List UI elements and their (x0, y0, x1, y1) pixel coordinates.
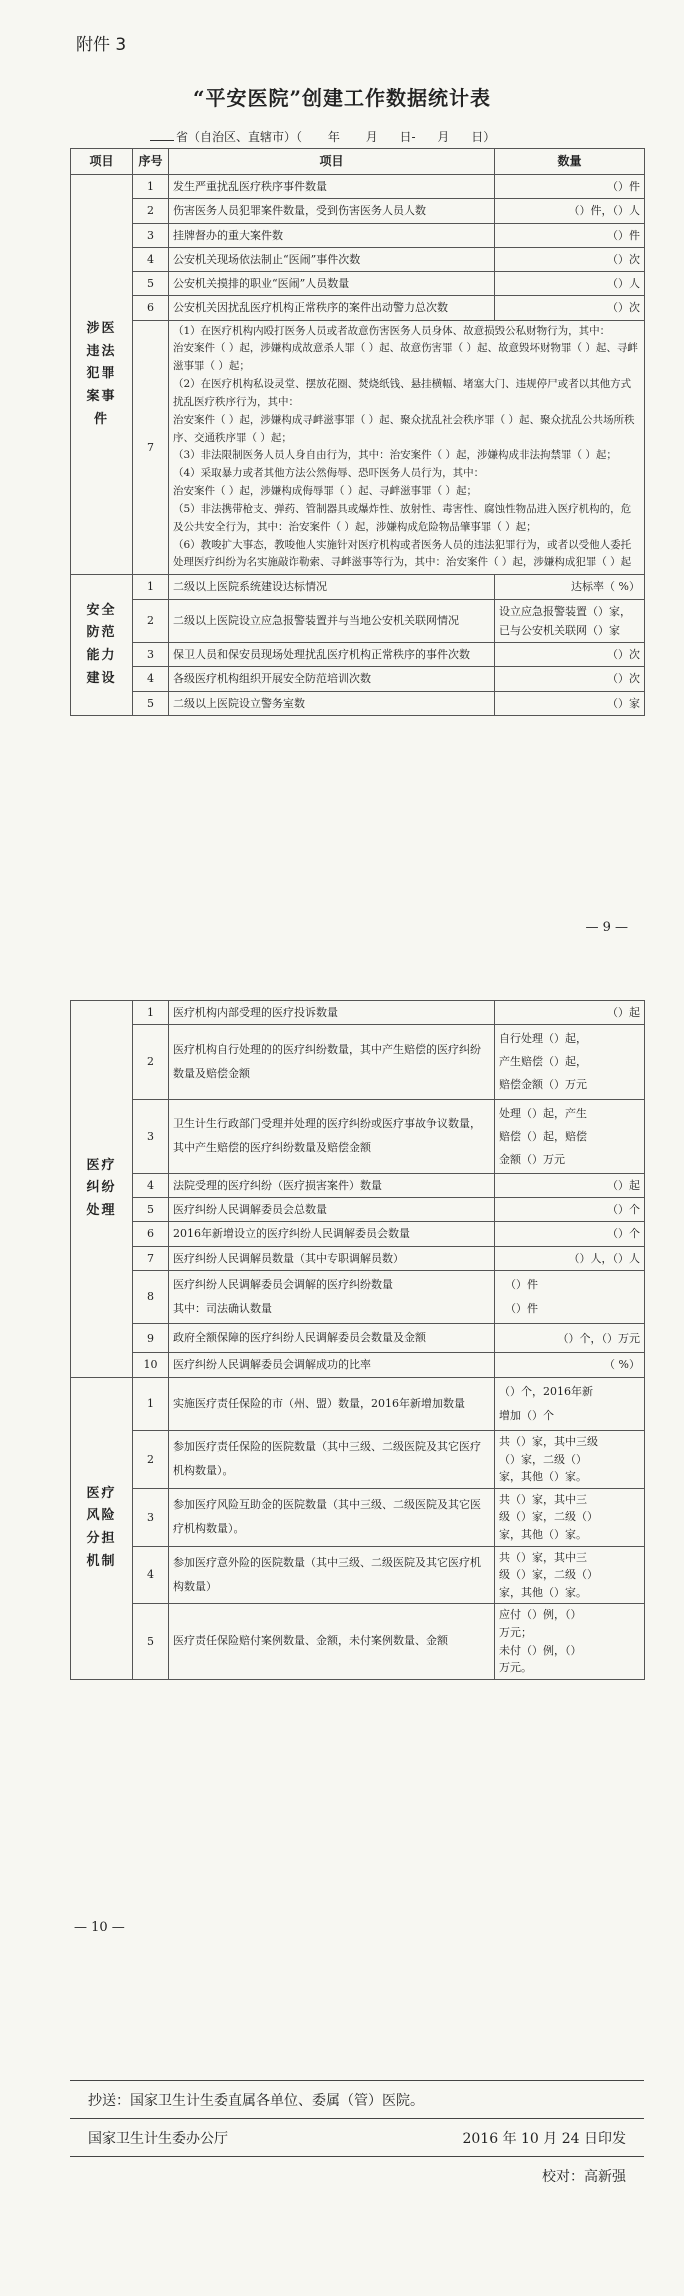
row-item: 医疗纠纷人民调解员数量（其中专职调解员数） (169, 1246, 495, 1270)
detail-para: 治安案件（ ）起，涉嫌构成故意杀人罪（ ）起、故意伤害罪（ ）起、故意毁坏财物罪（ ）起、寻衅滋事罪（ ）起； (173, 342, 638, 373)
row-value (495, 1246, 645, 1270)
row-value-line: 级（）家，二级（） (499, 1568, 598, 1582)
table-row (71, 175, 645, 199)
section-name-part: 安全 (86, 602, 117, 618)
table-row (71, 1488, 645, 1546)
row-number: 1 (133, 175, 169, 199)
row-number: 8 (133, 1270, 169, 1323)
section-name-part: 能力 (86, 648, 117, 664)
row-item: 卫生计生行政部门受理并处理的医疗纠纷或医疗事故争议数量，其中产生赔偿的医疗纠纷数量及赔偿金额 (169, 1099, 495, 1173)
section-name-part: 纠纷 (86, 1180, 117, 1196)
row-value-line: 家，其他（）家。 (499, 1470, 587, 1484)
table-subtitle (150, 128, 495, 145)
section-name-part: 件 (93, 411, 109, 427)
row-value-line: 赔偿金额（）万元 (499, 1078, 587, 1092)
row-value (495, 1001, 645, 1025)
section-illegal-crime (71, 175, 133, 575)
row-value-line: 产生赔偿（）起， (499, 1055, 587, 1069)
issuing-office: 国家卫生计生委办公厅 (88, 2131, 228, 2147)
section-name-part: 风险 (86, 1508, 117, 1524)
row-item: 医疗纠纷人民调解委员会调解成功的比率 (169, 1353, 495, 1377)
header-item: 项目 (71, 149, 133, 175)
row-value-line: 级（）家，二级（） (499, 1510, 598, 1524)
row-value-line: （）人，（）人 (568, 1251, 640, 1265)
row-value-line: 共（）家，其中三 (499, 1550, 587, 1564)
row-number: 3 (133, 1488, 169, 1546)
table-row (71, 1353, 645, 1377)
row-number: 1 (133, 1377, 169, 1430)
section-security-capacity (71, 575, 133, 716)
section-dispute-handling (71, 1001, 133, 1378)
table-row (71, 667, 645, 691)
table-row (71, 1604, 645, 1679)
row-value-line: 处理（）起，产生 (499, 1106, 587, 1120)
table-row (71, 1546, 645, 1604)
subtitle-year: 年 (327, 130, 340, 144)
subtitle-province: 省（自治区、直辖市）（ (176, 130, 303, 144)
row-7-detail (169, 320, 645, 575)
table-row (71, 247, 645, 271)
row-value-line: （）起 (607, 1006, 640, 1019)
table-row (71, 599, 645, 643)
row-item: 各级医疗机构组织开展安全防范培训次数 (169, 667, 495, 691)
row-item: 公安机关现场依法制止“医闹”事件次数 (169, 247, 495, 271)
row-value-line: （）个，（）万元 (557, 1331, 640, 1345)
header-seq: 序号 (133, 149, 169, 175)
row-item: 公安机关摸排的职业“医闹”人员数量 (169, 272, 495, 296)
row-value (495, 1377, 645, 1430)
row-value: 达标率（ %） (495, 575, 645, 599)
detail-para: （6）教唆扩大事态，教唆他人实施针对医疗机构或者医务人员的违法犯罪行为，或者以受他人委托处理医疗纠纷为名实施敲诈勒索、寻衅滋事等行为，其中：治安案件（ ）起，涉嫌构成犯罪（ ）起 (173, 538, 632, 569)
detail-para: （4）采取暴力或者其他方法公然侮辱、恐吓医务人员行为，其中： (173, 467, 485, 480)
subtitle-day: 日- (399, 130, 416, 144)
row-number: 2 (133, 199, 169, 223)
table-row (71, 1173, 645, 1197)
row-value-line: （）家，二级（） (499, 1452, 587, 1466)
row-item: 挂牌督办的重大案件数 (169, 223, 495, 247)
table-row (71, 1099, 645, 1173)
detail-para: （2）在医疗机构私设灵堂、摆放花圈、焚烧纸钱、悬挂横幅、堵塞大门、违规停尸或者以其他方式扰乱医疗秩序行为，其中： (173, 378, 632, 408)
detail-para: 治安案件（ ）起，涉嫌构成寻衅滋事罪（ ）起、聚众扰乱社会秩序罪（ ）起、聚众扰乱公共场所秩序、交通秩序罪（ ）起； (173, 413, 635, 444)
table-row (71, 296, 645, 320)
row-item: 法院受理的医疗纠纷（医疗损害案件）数量 (169, 1173, 495, 1197)
row-item: 2016年新增设立的医疗纠纷人民调解委员会数量 (169, 1222, 495, 1246)
row-value: （）家 (495, 691, 645, 715)
row-item: 医疗责任保险赔付案例数量、金额，未付案例数量、金额 (169, 1604, 495, 1679)
document-footer (0, 2040, 684, 2296)
row-value-line: （）起 (607, 1178, 640, 1192)
row-value: （）次 (495, 296, 645, 320)
row-value (495, 1099, 645, 1173)
row-number: 3 (133, 1099, 169, 1173)
row-number: 2 (133, 1431, 169, 1489)
row-item: 实施医疗责任保险的市（州、盟）数量，2016年新增加数量 (169, 1377, 495, 1430)
row-value-line: 未付（）例，（） (499, 1643, 582, 1657)
row-value-line: 增加（）个 (499, 1408, 554, 1422)
table-row (71, 320, 645, 575)
table-row (71, 1431, 645, 1489)
table-header-row (71, 149, 645, 175)
row-item: 政府全额保障的医疗纠纷人民调解委员会数量及金额 (169, 1324, 495, 1353)
row-number: 1 (133, 1001, 169, 1025)
row-value-line: （）件 (505, 1302, 538, 1315)
detail-para: （1）在医疗机构内殴打医务人员或者故意伤害医务人员身体、故意损毁公私财物行为，其中： (173, 324, 611, 337)
row-number: 4 (133, 1173, 169, 1197)
row-item (169, 1270, 495, 1323)
header-count: 数量 (495, 149, 645, 175)
row-item: 参加医疗风险互助金的医院数量（其中三级、二级医院及其它医疗机构数量）。 (169, 1488, 495, 1546)
row-item: 医疗机构自行处理的的医疗纠纷数量，其中产生赔偿的医疗纠纷数量及赔偿金额 (169, 1025, 495, 1099)
row-number: 5 (133, 691, 169, 715)
row-value-line: （）个 (607, 1227, 640, 1241)
footer-rule-top (70, 2080, 644, 2081)
row-number: 1 (133, 575, 169, 599)
row-value-line: 家，其他（）家。 (499, 1585, 587, 1599)
section-name-part: 机制 (86, 1553, 117, 1569)
section-name-part: 违法 (86, 343, 117, 359)
row-number: 6 (133, 1222, 169, 1246)
row-value: （）人 (495, 272, 645, 296)
row-number: 5 (133, 1198, 169, 1222)
subtitle-end: 日） (471, 130, 496, 144)
row-value (495, 1270, 645, 1323)
row-value-line: 共（）家，其中三 (499, 1492, 587, 1506)
row-number: 4 (133, 1546, 169, 1604)
row-value-line: （）件 (505, 1277, 538, 1291)
document-title: “平安医院”创建工作数据统计表 (192, 86, 491, 110)
row-value (495, 1222, 645, 1246)
proofreader: 校对：高新强 (542, 2169, 626, 2185)
cc-distribution: 抄送：国家卫生计生委直属各单位、委属（管）医院。 (88, 2093, 424, 2109)
row-value (495, 1488, 645, 1546)
row-value-line: 金额（）万元 (499, 1152, 565, 1166)
row-item: 医疗机构内部受理的医疗投诉数量 (169, 1001, 495, 1025)
row-value: （）次 (495, 247, 645, 271)
row-item: 二级以上医院设立应急报警装置并与当地公安机关联网情况 (169, 599, 495, 643)
row-value-line: 赔偿（）起，赔偿 (499, 1129, 587, 1143)
row-value (495, 1025, 645, 1099)
row-number: 5 (133, 1604, 169, 1679)
row-item: 发生严重扰乱医疗秩序事件数量 (169, 175, 495, 199)
row-item: 二级以上医院系统建设达标情况 (169, 575, 495, 599)
stats-table-part2 (70, 1000, 645, 1680)
row-value (495, 1546, 645, 1604)
table-row (71, 1324, 645, 1353)
row-item: 参加医疗意外险的医院数量（其中三级、二级医院及其它医疗机构数量） (169, 1546, 495, 1604)
row-value-line: 应付（）例，（） (499, 1608, 582, 1622)
table-row (71, 223, 645, 247)
row-value: （）件，（）人 (495, 199, 645, 223)
table-row (71, 1222, 645, 1246)
row-item: 二级以上医院设立警务室数 (169, 691, 495, 715)
row-item: 公安机关因扰乱医疗机构正常秩序的案件出动警力总次数 (169, 296, 495, 320)
row-value-line: 自行处理（）起， (499, 1032, 587, 1046)
section-name-part: 犯罪 (86, 366, 117, 382)
row-value (495, 1353, 645, 1377)
table-row (71, 691, 645, 715)
row-item: 伤害医务人员犯罪案件数量，受到伤害医务人员人数 (169, 199, 495, 223)
page-number-9: — 9 — (585, 920, 628, 935)
footer-rule-bottom (70, 2156, 644, 2157)
section-name-part: 案事 (86, 389, 117, 405)
row-value (495, 1198, 645, 1222)
row-value-line: （）个 (607, 1203, 640, 1217)
table-row (71, 1377, 645, 1430)
table-row (71, 272, 645, 296)
row-number: 3 (133, 643, 169, 667)
table-row (71, 1246, 645, 1270)
section-name-part: 分担 (86, 1531, 117, 1547)
row-value: （）件 (495, 175, 645, 199)
table-row (71, 643, 645, 667)
row-item: 医疗纠纷人民调解委员会总数量 (169, 1198, 495, 1222)
stats-table-part1 (70, 148, 645, 716)
row-number: 4 (133, 667, 169, 691)
section-name-part: 处理 (86, 1203, 117, 1219)
footer-rule-middle (70, 2118, 644, 2119)
row-item: 保卫人员和保安员现场处理扰乱医疗机构正常秩序的事件次数 (169, 643, 495, 667)
detail-para: （3）非法限制医务人员人身自由行为，其中：治安案件（ ）起，涉嫌构成非法拘禁罪（ ）起； (173, 449, 617, 462)
row-number: 2 (133, 599, 169, 643)
row-number: 2 (133, 1025, 169, 1099)
table-row (71, 575, 645, 599)
row-number: 3 (133, 223, 169, 247)
row-number: 7 (133, 320, 169, 575)
row-number: 9 (133, 1324, 169, 1353)
row-value-line: 共（）家，其中三级 (499, 1435, 598, 1448)
table-row (71, 1025, 645, 1099)
header-content: 项目 (169, 149, 495, 175)
page-10 (0, 960, 684, 1960)
print-date: 2016 年 10 月 24 日印发 (462, 2131, 626, 2147)
row-item-line: 医疗纠纷人民调解委员会调解的医疗纠纷数量 (173, 1277, 393, 1291)
row-value-line: 家，其他（）家。 (499, 1527, 587, 1541)
row-value-line: 万元； (499, 1625, 532, 1639)
subtitle-month2: 月 (437, 130, 450, 144)
table-row (71, 1001, 645, 1025)
row-value: 设立应急报警装置（）家，已与公安机关联网（）家 (495, 599, 645, 643)
row-value (495, 1324, 645, 1353)
row-number: 4 (133, 247, 169, 271)
row-item: 参加医疗责任保险的医院数量（其中三级、二级医院及其它医疗机构数量）。 (169, 1431, 495, 1489)
table-row (71, 199, 645, 223)
row-number: 6 (133, 296, 169, 320)
row-value-line: （）个，2016年新 (499, 1384, 593, 1398)
row-value-line: 万元。 (499, 1661, 532, 1675)
row-value: （）件 (495, 223, 645, 247)
row-number: 10 (133, 1353, 169, 1377)
detail-para: 治安案件（ ）起，涉嫌构成侮辱罪（ ）起、寻衅滋事罪（ ）起； (173, 485, 478, 498)
row-value (495, 1173, 645, 1197)
row-value (495, 1604, 645, 1679)
row-value: （）次 (495, 667, 645, 691)
attachment-label: 附件 3 (76, 35, 127, 55)
row-number: 7 (133, 1246, 169, 1270)
row-value (495, 1431, 645, 1489)
row-value: （）次 (495, 643, 645, 667)
section-name-part: 医疗 (86, 1157, 117, 1173)
section-name-part: 涉医 (86, 320, 117, 336)
page-9 (0, 0, 684, 960)
section-risk-sharing (71, 1377, 133, 1679)
section-name-part: 建设 (86, 670, 117, 686)
row-value-line: （ %） (604, 1358, 640, 1372)
row-number: 5 (133, 272, 169, 296)
row-item-line: 其中：司法确认数量 (173, 1302, 272, 1315)
table-row (71, 1198, 645, 1222)
table-row (71, 1270, 645, 1323)
section-name-part: 防范 (86, 625, 117, 641)
section-name-part: 医疗 (86, 1485, 117, 1501)
page-number-10: — 10 — (74, 1920, 125, 1935)
detail-para: （5）非法携带枪支、弹药、管制器具或爆炸性、放射性、毒害性、腐蚀性物品进入医疗机构的，危及公共安全行为，其中：治安案件（ ）起，涉嫌构成危险物品肇事罪（ ）起； (173, 502, 632, 533)
subtitle-month1: 月 (365, 130, 378, 144)
